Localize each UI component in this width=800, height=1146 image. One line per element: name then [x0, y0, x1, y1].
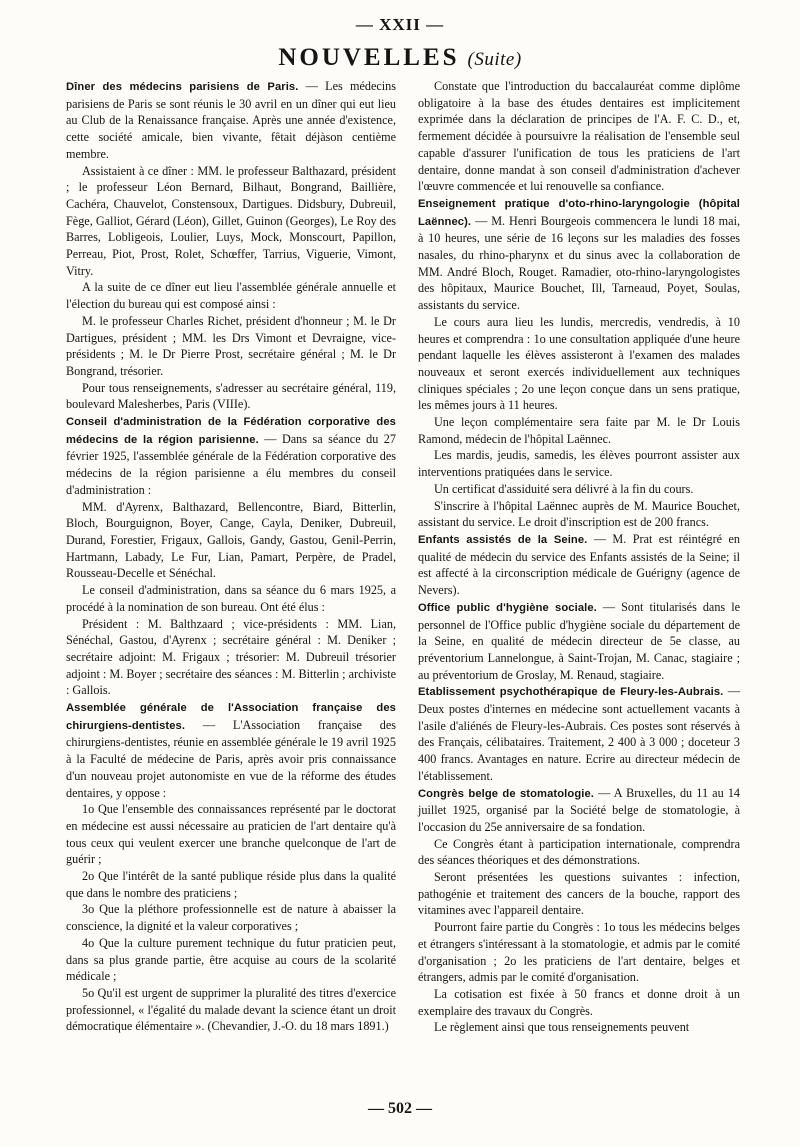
- diner-paragraph-5: Pour tous renseignements, s'adresser au secrétaire général, 119, boulevard Malesherbes, Paris (VIIIe).: [66, 380, 396, 412]
- diner-paragraph-2: Assistaient à ce dîner : MM. le professeur Balthazard, président ; le professeur Léon Bernard, Bilhaut, Bongrand, Baillière, Cachéra, Chauvelot, Constensoux, Dartigues. Didsbury, Dubreuil, Fège, Galliot, Gérard (Léon), Gillet, Guinon (Georges), Le Roy des Barres, Lobligeois, Loulier, Luys, Mock, Monscourt, Papillon, Perreau, Piot, Prost, Rolet, Schœffer, Tarrius, Viguerie, Vimont, Vitry.: [66, 163, 396, 278]
- roman-page-number: — XXII —: [355, 15, 445, 34]
- congres-paragraph-4: Pourront faire partie du Congrès : 1o tous les médecins belges et étrangers s'intéressant à la stomatologie, et admis par le comité d'organisation ; 2o les praticiens de l'art dentaire, belges et étrangers, admis par le comité d'organisation.: [418, 920, 740, 985]
- diner-text: — Les médecins parisiens de Paris se sont réunis le 30 avril en un dîner qui eut lieu au Club de la Renaissance française. Après une année d'existence, cette société amicale, bien vivante, fêtait déjàson centième membre.: [66, 79, 397, 161]
- assemblee-item-2: 2o Que l'intérêt de la santé publique réside plus dans la qualité que dans le nombre des praticiens ;: [66, 869, 396, 900]
- assemblee-item-1: 1o Que l'ensemble des connaissances représenté par le doctorat en médecine est aussi nécessaire au praticien de l'art dentaire qu'à tous ceux qui veulent exercer une branche quelconque de l'art de guérir ;: [66, 802, 396, 867]
- orl-paragraph-6: S'inscrire à l'hôpital Laënnec auprès de M. Maurice Bouchet, assistant du service. Le droit d'inscription est de 200 francs.: [418, 498, 740, 530]
- conseil-paragraph-3: Le conseil d'administration, dans sa séance du 6 mars 1925, a procédé à la nomination de son bureau. Ont été élus :: [66, 583, 396, 614]
- diner-heading: Dîner des médecins parisiens de Paris.: [66, 81, 299, 93]
- congres-paragraph-6: Le règlement ainsi que tous renseignements peuvent: [434, 1020, 690, 1035]
- orl-paragraph-4: Les mardis, jeudis, samedis, les élèves pourront assister aux interventions pratiquées dans le service.: [418, 448, 740, 480]
- office-text: — Sont titularisés dans le personnel de l'Office public d'hygiène sociale du département de la Seine, en qualité de médecin directeur de 5e classe, au préventorium Lannelongue, à Saint-Trojan, M. Canac, stagiaire ; au préventorium de Groslay, M. Renaud, stagiaire.: [418, 599, 740, 682]
- conseil-paragraph-2: MM. d'Ayrenx, Balthazard, Bellencontre, Biard, Bitterlin, Bloch, Bourguignon, Boyer, Cange, Cayla, Deniker, Dubreuil, Durand, Forestier, Frigaux, Gallois, Gandy, Gastou, Genil-Perrin, Hartmann, Labady, Le Fur, Lian, Pamart, Perpère, de Pradel, Rousseau-Decelle et Sénéchal.: [66, 499, 396, 581]
- congres-paragraph-5: La cotisation est fixée à 50 francs et donne droit à un exemplaire des travaux du Congrès.: [418, 986, 740, 1018]
- enfants-text: — M. Prat est réintégré en qualité de médecin du service des Enfants assistés de la Seine; il est affecté à la circonscription médicale de Guérigny (agence de Nevers).: [418, 531, 740, 598]
- assemblee-item-3: 3o Que la pléthore professionnelle est de nature à abaisser la conscience, la dignité et la valeur corporatives ;: [66, 902, 396, 934]
- etablissement-text: — Deux postes d'internes en médecine sont actuellement vacants à l'asile d'aliénés de Fleury-les-Aubrais. Ces postes sont réservés à des Français, célibataires. Traitement, 2 400 à 3 000 ; doceteur 3 400 francs. Avantages en nature. Ecrire au directeur médecin de l'établissement.: [418, 684, 741, 783]
- page-title: [0, 44, 800, 72]
- right-column: [418, 78, 740, 1036]
- title-suffix: (Suite): [467, 49, 522, 70]
- assemblee-text: — L'Association française des chirurgiens-dentistes, réunie en assemblée générale le 19 avril 1925 à la Faculté de médecine de Paris, après avoir pris connaissance d'un nouveau projet autonomiste en vue de la réforme des études dentaires, y oppose :: [66, 717, 396, 800]
- congres-paragraph-3: Seront présentées les questions suivantes : infection, pathogénie et traitement des cancers de la bouche, rapport des vitamines avec l'appareil dentaire.: [418, 870, 740, 918]
- assemblee-item-4: 4o Que la culture purement technique du futur praticien peut, dans sa plus grande partie, être acquise au cours de la scolarité médicale ;: [66, 935, 396, 984]
- title-text: NOUVELLES: [278, 44, 460, 71]
- orl-text: — M. Henri Bourgeois commencera le lundi 18 mai, à 10 heures, une série de 16 leçons sur les maladies des fosses nasales, du rhino-pharynx et du sinus avec la collaboration de MM. André Bloch, Rouget. Ramadier, oto-rhino-laryngologistes des hôpitaux, Maurice Bouchet, Ill, Tarneaud, Poyet, Soulas, assistants du service.: [418, 213, 740, 313]
- assemblee-heading: Assemblée générale de l'Association française des chirurgiens-dentistes.: [66, 702, 396, 732]
- orl-paragraph-2: Le cours aura lieu les lundis, mercredis, vendredis, à 10 heures et comprendra : 1o une consultation appliquée d'une heure pendant laquelle les élèves assisteront à l'examen des malades nouveaux et seront exercés individuellement aux techniques cliniques spéciales ; 2o une leçon conçue dans un sens pratique, les mêmes jours à 11 heures.: [418, 314, 740, 413]
- orl-paragraph-5: Un certificat d'assiduité sera délivré à la fin du cours.: [434, 481, 694, 496]
- diner-paragraph-4: M. le professeur Charles Richet, président d'honneur ; M. le Dr Dartigues, président ; MM. les Drs Vimont et Devraigne, vice-présidents ; M. le Dr Pierre Prost, secrétaire général ; M. le Dr Bongrand, trésorier.: [66, 313, 396, 378]
- enfants-heading: Enfants assistés de la Seine.: [418, 533, 588, 546]
- diner-paragraph-3: A la suite de ce dîner eut lieu l'assemblée générale annuelle et l'élection du bureau qui est composé ainsi :: [66, 280, 396, 312]
- page-number: — 502 —: [368, 1100, 432, 1117]
- congres-text: — A Bruxelles, du 11 au 14 juillet 1925, organisé par la Société belge de stomatologie, à l'occasion du 25e anniversaire de sa fondation.: [418, 785, 741, 834]
- assemblee-item-5: 5o Qu'il est urgent de supprimer la pluralité des titres d'exercice professionnel, « l'égalité du malade devant la science étant un droit démocratique élémentaire ». (Chevandier, J.-O. du 18 mars 1891.): [66, 985, 396, 1034]
- congres-paragraph-2: Ce Congrès étant à participation internationale, comprendra des séances théoriques et des démonstrations.: [418, 836, 740, 868]
- conseil-paragraph-4: Président : M. Balthzaard ; vice-présidents : MM. Lian, Sénéchal, Gastou, d'Ayrenx ; secrétaire général : M. Deniker ; secrétaire adjoint: M. Frigaux ; trésorier: M. Dubreuil trésorier adjoint : M. Boyer ; secrétaire des séances : M. Bitterlin ; archiviste : Gallois.: [66, 616, 396, 698]
- orl-paragraph-3: Une leçon complémentaire sera faite par M. le Dr Louis Ramond, médecin de l'hôpital Laënnec.: [418, 415, 740, 446]
- left-column: [66, 78, 396, 1035]
- orl-heading: Enseignement pratique d'oto-rhino-laryngologie (hôpital Laënnec).: [418, 197, 740, 228]
- conseil-text: — Dans sa séance du 27 février 1925, l'assemblée générale de la Fédération corporative des médecins de la région parisienne a élu membres du conseil d'administration :: [66, 431, 396, 497]
- office-heading: Office public d'hygiène sociale.: [418, 601, 597, 614]
- conseil-heading: Conseil d'administration de la Fédération corporative des médecins de la région parisienne.: [66, 416, 396, 446]
- constate-paragraph: Constate que l'introduction du baccalauréat comme diplôme obligatoire à la base des études dentaires est implicitement exprimée dans la déclaration de principes de l'A. F. C. D., et, fermement décidée à poursuivre la réalisation de l'ensemble seul capable d'assurer l'unification de tous les praticiens de l'art dentaire, donne mandat à son conseil d'administration d'achever l'œuvre commencée et lui renouvelle sa confiance.: [418, 79, 740, 194]
- etablissement-heading: Etablissement psychothérapique de Fleury-les-Aubrais.: [418, 686, 724, 699]
- congres-heading: Congrès belge de stomatologie.: [418, 787, 594, 800]
